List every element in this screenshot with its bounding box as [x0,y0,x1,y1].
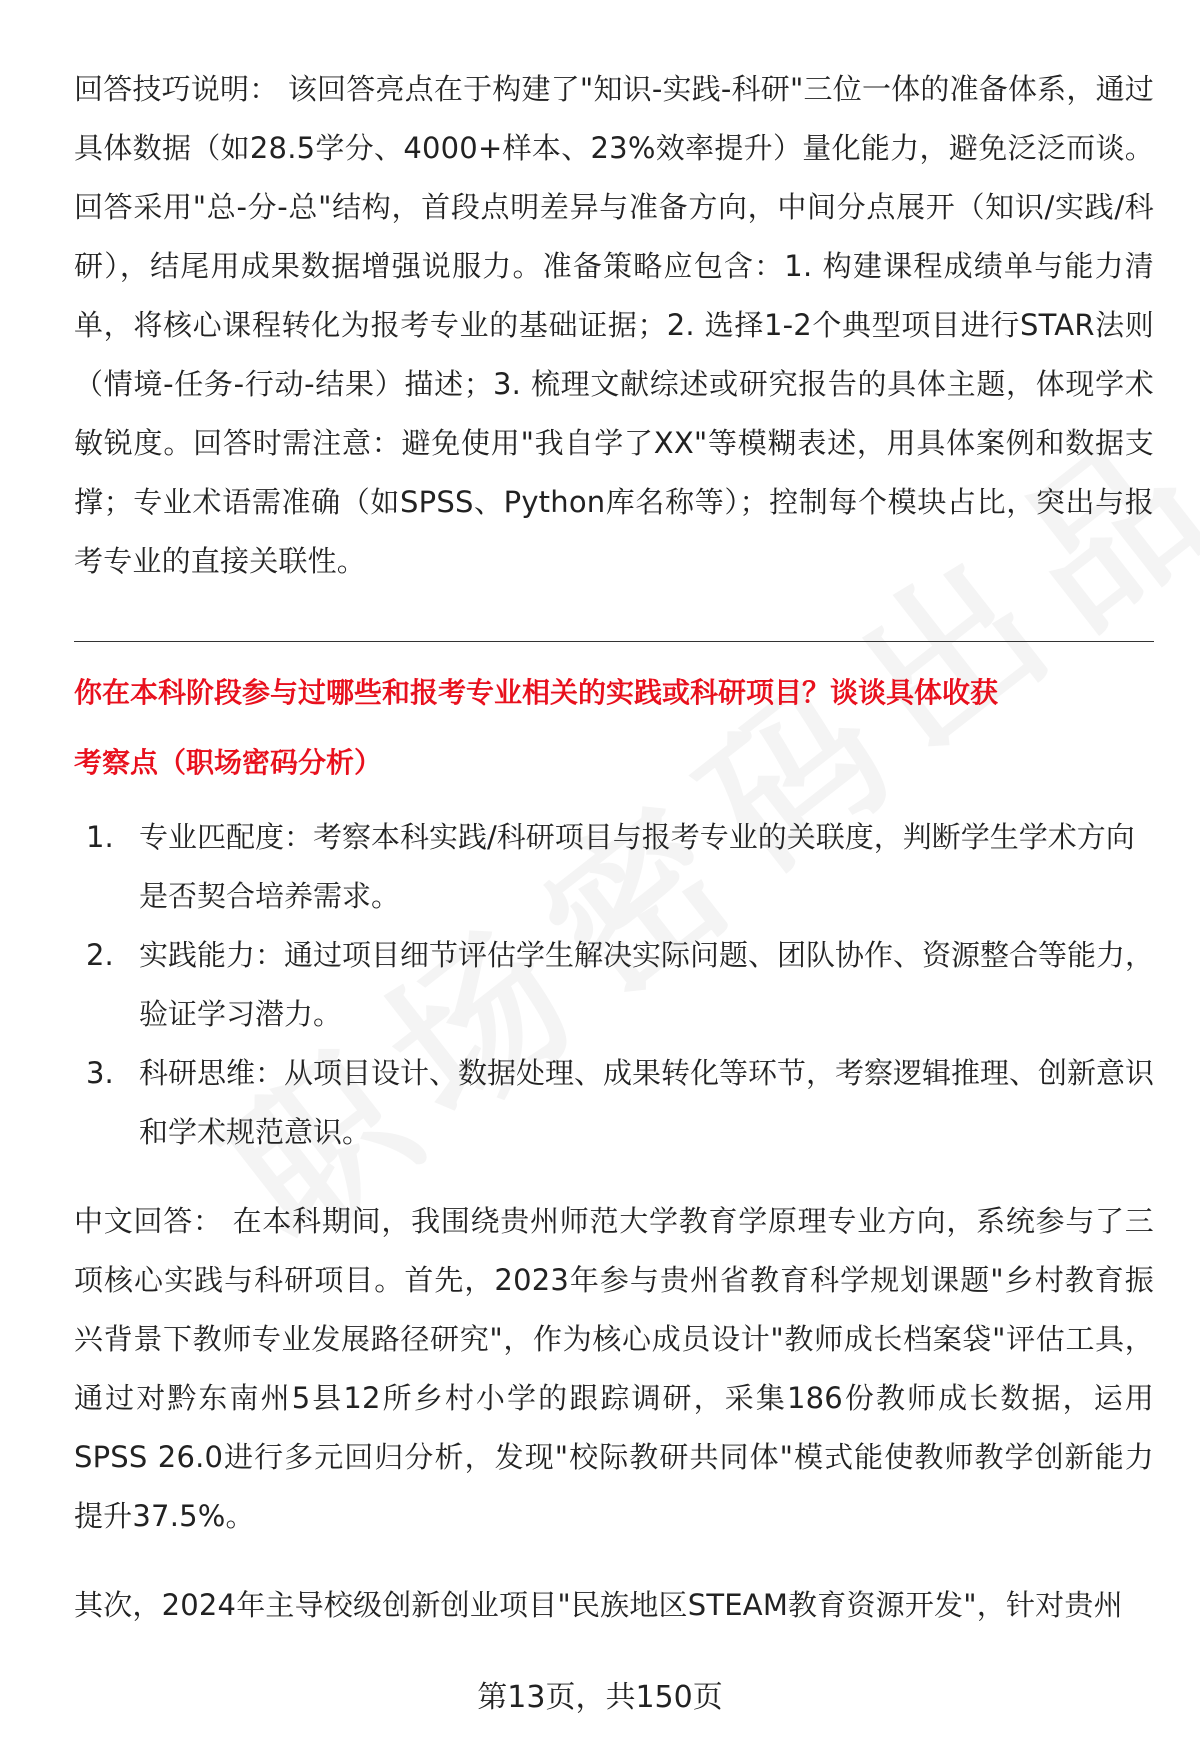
list-item-text: 实践能力：通过项目细节评估学生解决实际问题、团队协作、资源整合等能力，验证学习潜力。 [139,938,1155,1031]
intro-paragraph: 回答技巧说明： 该回答亮点在于构建了"知识-实践-科研"三位一体的准备体系，通过具体数据（如28.5学分、4000+样本、23%效率提升）量化能力，避免泛泛而谈。回答采用"总-分-总"结构，首段点明差异与准备方向，中间分点展开（知识/实践/科研），结尾用成果数据增强说服力。准备策略应包含：1. 构建课程成绩单与能力清单，将核心课程转化为报考专业的基础证据；2. 选择1-2个典型项目进行STAR法则（情境-任务-行动-结果）描述；3. 梳理文献综述或研究报告的具体主题，体现学术敏锐度。回答时需注意：避免使用"我自学了XX"等模糊表述，用具体案例和数据支撑；专业术语需准确（如SPSS、Python库名称等）；控制每个模块占比，突出与报考专业的直接关联性。 [74,72,1154,578]
list-item [86,926,1154,1044]
points-list [74,808,1154,1162]
section-divider [74,641,1154,642]
list-item-text: 科研思维：从项目设计、数据处理、成果转化等环节，考察逻辑推理、创新意识和学术规范意识。 [139,1056,1155,1149]
section-title: 考察点（职场密码分析） [74,746,383,779]
list-item [86,808,1154,926]
document-page [74,60,1154,1635]
next-paragraph: 其次，2024年主导校级创新创业项目"民族地区STEAM教育资源开发"，针对贵州 [74,1588,1123,1622]
question-heading: 你在本科阶段参与过哪些和报考专业相关的实践或科研项目？谈谈具体收获 [74,676,999,709]
list-item-number: 2. [86,938,114,972]
list-item-number: 1. [86,820,114,854]
list-item-number: 3. [86,1056,114,1090]
answer-paragraph: 中文回答： 在本科期间，我围绕贵州师范大学教育学原理专业方向，系统参与了三项核心实践与科研项目。首先，2023年参与贵州省教育科学规划课题"乡村教育振兴背景下教师专业发展路径研究"，作为核心成员设计"教师成长档案袋"评估工具，通过对黔东南州5县12所乡村小学的跟踪调研，采集186份教师成长数据，运用SPSS 26.0进行多元回归分析，发现"校际教研共同体"模式能使教师教学创新能力提升37.5%。 [74,1204,1154,1533]
page-number-footer: 第13页，共150页 [477,1680,723,1715]
list-item-text: 专业匹配度：考察本科实践/科研项目与报考专业的关联度，判断学生学术方向是否契合培养需求。 [139,820,1135,913]
list-item [86,1044,1154,1162]
